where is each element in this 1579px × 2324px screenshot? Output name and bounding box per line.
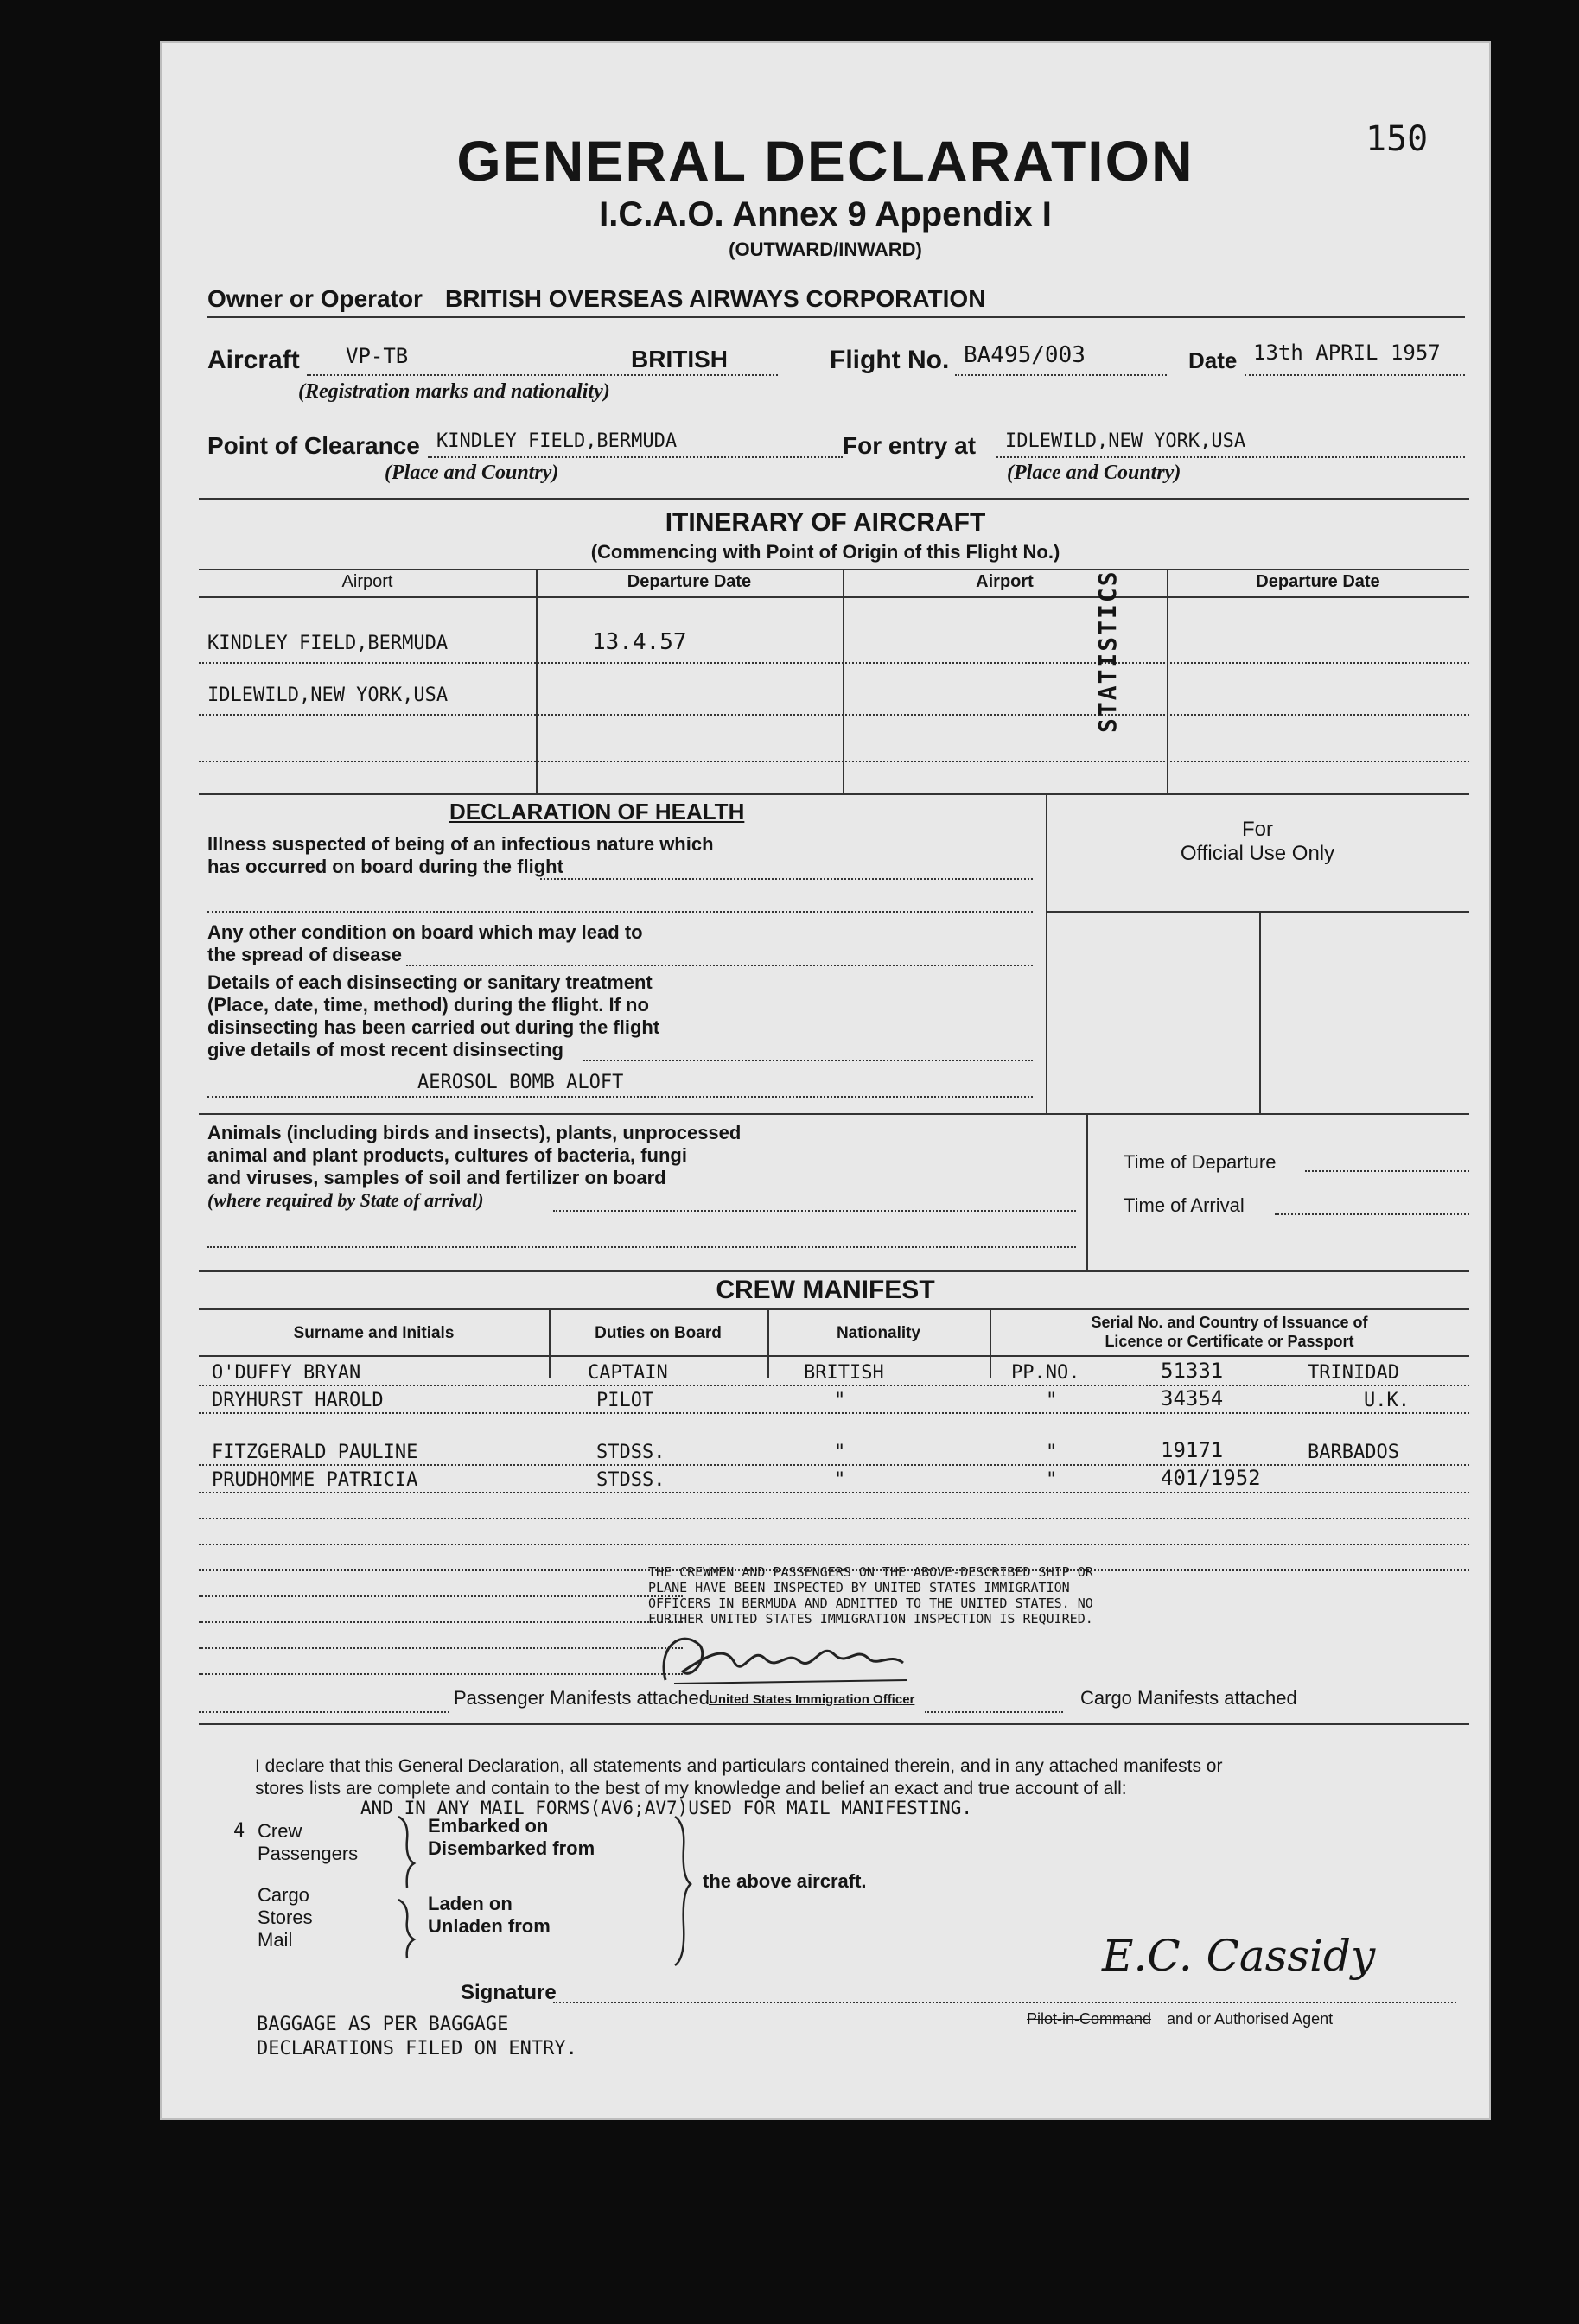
mail-forms-note: AND IN ANY MAIL FORMS(AV6;AV7)USED FOR MAIL MANIFESTING. bbox=[360, 1798, 973, 1818]
itinerary-date-1: 13.4.57 bbox=[592, 629, 687, 655]
cargo-manifests-label: Cargo Manifests attached bbox=[1080, 1687, 1297, 1709]
flight-number: BA495/003 bbox=[964, 342, 1086, 368]
form-direction: (OUTWARD/INWARD) bbox=[729, 239, 922, 260]
immigration-officer-label: United States Immigration Officer bbox=[709, 1692, 915, 1707]
clearance-sublabel: (Place and Country) bbox=[385, 462, 559, 484]
crew-row-3-pp: " bbox=[1046, 1442, 1058, 1463]
itinerary-header-date-2: Departure Date bbox=[1256, 572, 1380, 591]
itinerary-header-airport-1: Airport bbox=[341, 572, 393, 591]
disinsecting-answer: AEROSOL BOMB ALOFT bbox=[417, 1072, 624, 1093]
aircraft-label: Aircraft bbox=[207, 346, 300, 374]
animals-line1: Animals (including birds and insects), plants, unprocessed bbox=[207, 1122, 742, 1143]
immigration-stamp-line2: PLANE HAVE BEEN INSPECTED BY UNITED STATES IMMIGRATION bbox=[648, 1580, 1070, 1595]
official-use-line2: Official Use Only bbox=[1180, 842, 1335, 865]
crew-title: CREW MANIFEST bbox=[716, 1276, 935, 1304]
itinerary-airport-2: IDLEWILD,NEW YORK,USA bbox=[207, 684, 449, 706]
crew-row-2-nat: " bbox=[834, 1390, 846, 1411]
baggage-line1: BAGGAGE AS PER BAGGAGE bbox=[257, 2014, 509, 2035]
health-q3-line2: (Place, date, time, method) during the flight. If no bbox=[207, 994, 649, 1016]
aircraft-registration: VP-TB bbox=[346, 344, 409, 368]
declaration-line1: I declare that this General Declaration, all statements and particulars contained therein, and in any attached manifests or bbox=[255, 1756, 1223, 1776]
itinerary-title: ITINERARY OF AIRCRAFT bbox=[665, 508, 986, 537]
crew-header-serial-1: Serial No. and Country of Issuance of bbox=[1091, 1314, 1368, 1331]
role-struck-label: Pilot-in-Command bbox=[1027, 2010, 1152, 2028]
right-brace-icon bbox=[670, 1813, 696, 1969]
crew-row-1-country: TRINIDAD bbox=[1308, 1362, 1399, 1384]
crew-row-3-nat: " bbox=[834, 1442, 846, 1463]
form-subtitle: I.C.A.O. Annex 9 Appendix I bbox=[599, 195, 1052, 233]
crew-row-4-num: 401/1952 bbox=[1161, 1466, 1261, 1490]
health-q3-line4: give details of most recent disinsecting bbox=[207, 1039, 563, 1060]
crew-row-4-duty: STDSS. bbox=[596, 1469, 665, 1491]
immigration-officer-signature bbox=[648, 1620, 916, 1694]
health-q1-line2: has occurred on board during the flight bbox=[207, 856, 563, 877]
aircraft-nationality: BRITISH bbox=[631, 346, 728, 372]
health-q2-line1: Any other condition on board which may lead to bbox=[207, 921, 643, 943]
date-label: Date bbox=[1188, 347, 1238, 373]
owner-label: Owner or Operator bbox=[207, 285, 423, 312]
crew-row-1-name: O'DUFFY BRYAN bbox=[212, 1362, 361, 1384]
owner-value: BRITISH OVERSEAS AIRWAYS CORPORATION bbox=[445, 285, 986, 312]
crew-row-2-duty: PILOT bbox=[596, 1390, 654, 1411]
left-brace-icon bbox=[393, 1813, 419, 1960]
statistics-stamp: STATISTICS bbox=[1093, 570, 1122, 733]
crew-row-1-pp: PP.NO. bbox=[1011, 1362, 1080, 1384]
clearance-label: Point of Clearance bbox=[207, 432, 420, 459]
crew-row-3-num: 19171 bbox=[1161, 1438, 1224, 1462]
disembarked-label: Disembarked from bbox=[428, 1837, 595, 1859]
baggage-line2: DECLARATIONS FILED ON ENTRY. bbox=[257, 2038, 577, 2060]
immigration-stamp-line4: FURTHER UNITED STATES IMMIGRATION INSPECTION IS REQUIRED. bbox=[648, 1611, 1093, 1627]
declaration-form bbox=[160, 41, 1491, 2120]
crew-header-duties: Duties on Board bbox=[595, 1324, 722, 1342]
above-aircraft-label: the above aircraft. bbox=[703, 1870, 867, 1892]
health-q3-line3: disinsecting has been carried out during the flight bbox=[207, 1016, 660, 1038]
crew-row-2-pp: " bbox=[1046, 1390, 1058, 1411]
animals-line4: (where required by State of arrival) bbox=[207, 1189, 484, 1211]
health-q3-line1: Details of each disinsecting or sanitary treatment bbox=[207, 971, 653, 993]
entry-sublabel: (Place and Country) bbox=[1007, 462, 1181, 484]
stores-label: Stores bbox=[258, 1907, 313, 1928]
passengers-label: Passengers bbox=[258, 1843, 359, 1864]
crew-row-1-num: 51331 bbox=[1161, 1359, 1224, 1383]
crew-header-serial-2: Licence or Certificate or Passport bbox=[1105, 1333, 1354, 1350]
crew-header-surname: Surname and Initials bbox=[293, 1324, 455, 1342]
animals-line2: animal and plant products, cultures of bacteria, fungi bbox=[207, 1144, 687, 1166]
crew-row-3-country: BARBADOS bbox=[1308, 1442, 1399, 1463]
official-use-line1: For bbox=[1242, 818, 1273, 841]
crew-label: Crew bbox=[258, 1820, 302, 1842]
health-q1-line1: Illness suspected of being of an infectious nature which bbox=[207, 833, 714, 855]
role-label: and or Authorised Agent bbox=[1167, 2010, 1334, 2028]
crew-header-nationality: Nationality bbox=[836, 1324, 921, 1342]
registration-sublabel: (Registration marks and nationality) bbox=[298, 380, 610, 403]
entry-label: For entry at bbox=[843, 432, 977, 459]
flight-label: Flight No. bbox=[830, 346, 950, 374]
entry-value: IDLEWILD,NEW YORK,USA bbox=[1005, 430, 1246, 452]
form-title: GENERAL DECLARATION bbox=[456, 129, 1194, 193]
crew-row-1-duty: CAPTAIN bbox=[588, 1362, 668, 1384]
clearance-value: KINDLEY FIELD,BERMUDA bbox=[436, 430, 678, 452]
embarked-label: Embarked on bbox=[428, 1815, 549, 1837]
crew-count: 4 bbox=[233, 1820, 245, 1842]
pilot-signature: E.C. Cassidy bbox=[1102, 1931, 1376, 1981]
crew-row-4-name: PRUDHOMME PATRICIA bbox=[212, 1469, 418, 1491]
itinerary-airport-1: KINDLEY FIELD,BERMUDA bbox=[207, 633, 449, 654]
page-number: 150 bbox=[1366, 119, 1429, 159]
crew-row-3-duty: STDSS. bbox=[596, 1442, 665, 1463]
immigration-stamp-line1: THE CREWMEN AND PASSENGERS ON THE ABOVE-DESCRIBED SHIP OR bbox=[648, 1564, 1093, 1580]
crew-row-2-country: U.K. bbox=[1364, 1390, 1410, 1411]
time-departure-label: Time of Departure bbox=[1124, 1151, 1277, 1173]
health-title: DECLARATION OF HEALTH bbox=[449, 799, 745, 825]
animals-line3: and viruses, samples of soil and fertilizer on board bbox=[207, 1167, 666, 1188]
immigration-stamp-line3: OFFICERS IN BERMUDA AND ADMITTED TO THE UNITED STATES. NO bbox=[648, 1595, 1093, 1611]
itinerary-header-date-1: Departure Date bbox=[627, 572, 752, 591]
laden-label: Laden on bbox=[428, 1893, 513, 1914]
crew-row-3-name: FITZGERALD PAULINE bbox=[212, 1442, 418, 1463]
time-arrival-label: Time of Arrival bbox=[1124, 1194, 1245, 1216]
crew-row-2-name: DRYHURST HAROLD bbox=[212, 1390, 384, 1411]
signature-label: Signature bbox=[461, 1981, 557, 2004]
itinerary-subtitle: (Commencing with Point of Origin of this Flight No.) bbox=[590, 541, 1060, 563]
mail-label: Mail bbox=[258, 1929, 293, 1951]
crew-row-4-pp: " bbox=[1046, 1469, 1058, 1491]
crew-row-2-num: 34354 bbox=[1161, 1386, 1224, 1410]
unladen-label: Unladen from bbox=[428, 1915, 551, 1937]
crew-row-4-nat: " bbox=[834, 1469, 846, 1491]
cargo-label: Cargo bbox=[258, 1884, 309, 1906]
passenger-manifests-label: Passenger Manifests attached bbox=[454, 1687, 710, 1709]
itinerary-header-airport-2: Airport bbox=[976, 572, 1034, 591]
declaration-line2: stores lists are complete and contain to the best of my knowledge and belief an exact and true account of all: bbox=[255, 1779, 1127, 1799]
crew-row-1-nat: BRITISH bbox=[804, 1362, 884, 1384]
date-value: 13th APRIL 1957 bbox=[1253, 341, 1441, 365]
health-q2-line2: the spread of disease bbox=[207, 944, 402, 965]
